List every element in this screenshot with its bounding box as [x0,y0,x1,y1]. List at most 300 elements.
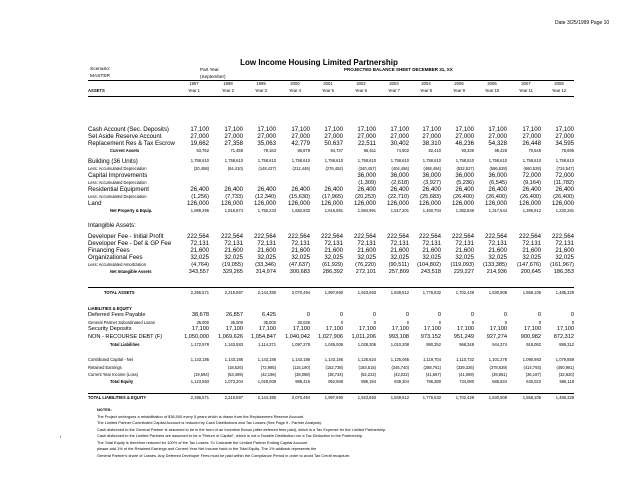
value-cell: 1,584,991 [357,208,376,213]
value-cell: 21,600 [390,247,409,254]
row-label: Net Property & Equip. [110,208,153,213]
value-cell: 54,328 [488,140,507,147]
value-cell: 1,125,624 [357,357,376,362]
calendar-year-cell: 2004 [421,81,431,86]
value-cell: 1,849,512 [390,290,409,295]
table-row [0,233,638,240]
value-cell: 1,758,610 [324,158,343,163]
value-cell: 42,779 [291,140,310,147]
value-cell: 21,600 [357,247,376,254]
date-page-label: Date 3/25/1999 Page 10 [555,20,610,26]
value-cell: 126,000 [484,200,507,207]
value-cell: 222,564 [386,233,409,240]
table-row [0,357,638,364]
value-cell: 72,131 [324,240,343,247]
value-cell: 36,000 [422,172,441,179]
value-cell: 1,143,186 [324,357,343,362]
value-cell: 27,000 [224,133,243,140]
year-label-cell: Year 10 [484,88,500,93]
value-cell: 1,220,281 [555,208,574,213]
value-cell: 0 [339,312,343,318]
value-cell: 993,108 [388,334,409,340]
year-label-cell: Year 6 [355,88,367,93]
row-label: Financing Fees [88,247,130,254]
value-cell: 286,392 [322,269,343,275]
value-cell: 126,000 [353,200,376,207]
value-cell: 126,000 [518,200,541,207]
value-cell: 1,125,065 [390,357,409,362]
value-cell: 46,236 [455,140,474,147]
value-cell: (414,793) [523,365,541,370]
value-cell: 222,564 [253,233,276,240]
value-cell: 21,600 [190,247,209,254]
value-cell: 895,194 [361,379,376,384]
value-cell: 72,131 [422,240,441,247]
value-cell: 1,114,371 [258,342,276,347]
row-label: Land [88,200,102,207]
value-cell: (26,400) [553,194,574,200]
value-cell: 0 [438,320,441,325]
value-cell: 20,036 [297,320,310,325]
value-cell: 66,611 [363,148,376,153]
value-cell: 72,131 [257,240,276,247]
value-cell: 686,534 [492,379,507,384]
value-cell: (532,527) [456,166,474,171]
value-cell: 1,485,329 [555,395,574,400]
value-cell: (9,164) [523,180,541,186]
value-cell: 17,100 [456,326,474,332]
value-cell: 32,025 [224,254,243,261]
value-cell: 1,027,906 [318,334,343,340]
calendar-year-cell: 2008 [554,81,564,86]
value-cell: 1,758,610 [357,158,376,163]
value-cell: 30,402 [390,140,409,147]
value-cell: (25,683) [420,194,441,200]
value-cell: (18,526) [227,365,243,370]
table-row [0,312,638,319]
value-cell: 126,000 [386,200,409,207]
value-cell: 50,637 [324,140,343,147]
value-cell: 27,000 [257,133,276,140]
value-cell: (84,410) [227,166,243,171]
row-label: TOTAL LIABILITIES & EQUITY [88,395,147,400]
value-cell: 17,100 [225,326,243,332]
value-cell: (4,764) [191,262,209,268]
value-cell: 229,227 [453,269,474,275]
row-label: Contributed Capital - Net [88,357,134,362]
value-cell: 1,750,243 [257,208,276,213]
value-cell: 2,296,571 [190,290,209,295]
row-label: Developer Fee - Initial Profit [88,233,164,240]
year-label-cell: Year 8 [420,88,432,93]
row-label: Building (36 Units) [88,158,138,165]
value-cell: 34,595 [555,140,574,147]
value-cell: 1,517,201 [390,208,409,213]
value-cell: 17,100 [556,326,574,332]
value-cell: (152,738) [325,365,343,370]
value-cell: 0 [504,320,507,325]
table-row [0,240,638,247]
table-row [0,172,638,179]
value-cell: (161,967) [550,262,574,268]
value-cell: 21,600 [455,247,474,254]
table-row [0,148,638,155]
row-label: Security Deposits [88,326,132,332]
scenario-label: Scenario: [90,67,111,72]
value-cell: 17,100 [324,126,343,133]
value-cell: (22,710) [388,194,409,200]
value-cell: (193,515) [358,365,376,370]
value-cell: (7,733) [225,194,243,200]
value-cell: (36,187) [525,372,541,377]
value-cell: 21,600 [257,247,276,254]
value-cell: (104,802) [417,262,441,268]
value-cell: 27,000 [357,133,376,140]
value-cell: 26,400 [422,186,441,193]
row-label: Less: Accumulated Amortization [88,262,147,267]
value-cell: 82,410 [428,148,441,153]
value-cell: (288,761) [423,365,441,370]
value-cell: 222,564 [287,233,310,240]
value-cell: (20,458) [193,166,209,171]
value-cell: 1,286,912 [522,208,541,213]
row-label: Set Aside Reserve Account [88,133,162,140]
value-cell: 786,380 [426,379,441,384]
value-cell: 918,082 [526,342,541,347]
value-cell: 35,000 [230,320,243,325]
value-cell: 1,758,610 [455,158,474,163]
value-cell: 1,758,610 [190,158,209,163]
value-cell: 126,000 [451,200,474,207]
note-line: General Partner's share of Losses. Any Deferred Developer Fees must be paid within the Compliance Period in order to avoid Tax Credit recapture. [97,452,351,458]
value-cell: (3,927) [423,180,441,186]
value-cell: 27,000 [190,133,209,140]
value-cell: 26,400 [522,186,541,193]
value-cell: 0 [373,320,376,325]
row-label: Less: Accumulated Depreciation [88,166,147,171]
value-cell: (72,985) [260,365,276,370]
value-cell: (1,309) [358,180,376,186]
value-cell: 90,336 [461,148,474,153]
value-cell: 32,025 [488,254,507,261]
note-line: The Limited Partner Contributed Capital Account is reduced by Cash Distributions and Tax Losses (See Page 9 - Partner Analysis). [97,420,323,426]
value-cell: 72,131 [291,240,310,247]
value-cell: 1,485,329 [555,290,574,295]
value-cell: 35,000 [263,320,276,325]
value-cell: 734,080 [459,379,474,384]
value-cell: 1,776,632 [422,395,441,400]
value-cell: 27,358 [224,140,243,147]
row-label: Replacement Res & Tax Escrow [88,140,175,147]
table-row [0,365,638,372]
value-cell: 6,425 [262,312,276,318]
value-cell: (41,089) [458,372,474,377]
value-cell: 1,163,583 [224,342,243,347]
value-cell: 26,400 [224,186,243,193]
row-label: Less: Accumulated Depreciation [88,180,147,185]
value-cell: 126,000 [418,200,441,207]
value-cell: (133,385) [483,262,507,268]
assets-heading: ASSETS [88,88,105,93]
value-cell: 17,100 [257,126,276,133]
value-cell: 1,045,006 [324,342,343,347]
row-label: Less: Accumulated Depreciation [88,194,147,199]
value-cell: 79,163 [263,148,276,153]
value-cell: 2,144,380 [257,290,276,295]
calendar-year-cell: 2003 [389,81,399,86]
value-cell: (32,820) [558,372,574,377]
value-cell: 0 [437,312,441,318]
value-cell: 222,564 [551,233,574,240]
value-cell: 17,100 [455,126,474,133]
value-cell: 0 [340,320,343,325]
value-cell: 126,000 [186,200,209,207]
year-label-cell: Year 11 [519,88,533,93]
row-label: General Partner Subordinated Loans [88,320,155,325]
table-row [0,140,638,147]
value-cell: (404,456) [391,166,409,171]
value-cell: (11,782) [553,180,574,186]
value-cell: 222,564 [220,233,243,240]
value-cell: 2,070,494 [291,290,310,295]
value-cell: 35,000 [196,320,209,325]
value-cell: 0 [405,312,409,318]
value-cell: 27,000 [555,133,574,140]
value-cell: 21,600 [291,247,310,254]
value-cell: 1,010,208 [390,342,409,347]
value-cell: 900,982 [520,334,541,340]
value-cell: (245,740) [391,365,409,370]
row-label: Intangible Assets: [88,222,136,229]
value-cell: 0 [306,312,310,318]
value-cell: (15,630) [289,194,310,200]
value-cell: 329,265 [222,269,243,275]
value-cell: 19,662 [190,140,209,147]
value-cell: 1,923,693 [357,395,376,400]
row-label: Total Liabilities [110,342,140,347]
value-cell: 222,564 [451,233,474,240]
table-row [0,262,638,269]
value-cell: 272,101 [355,269,376,275]
scenario-value: MASTER [90,74,110,79]
row-label: Organizational Fees [88,254,143,261]
row-label: Retained Earnings [88,365,122,370]
calendar-year-cell: 1998 [223,81,233,86]
value-cell: 2,219,597 [224,395,243,400]
value-cell: 0 [537,312,541,318]
value-cell: 21,600 [555,247,574,254]
table-row [0,158,638,165]
value-cell: 1,097,378 [291,342,310,347]
value-cell: 32,025 [324,254,343,261]
value-cell: 126,000 [287,200,310,207]
note-line: Cash disbursed to the Limited Partners are assumed to be a "Return of Capital", which is not a Taxable Distribution nor a Tax Deduction to the Partnership. [97,433,364,439]
value-cell: 1,054,847 [251,334,276,340]
table-row [0,372,638,379]
value-cell: 26,400 [324,186,343,193]
value-cell: 1,630,908 [488,290,507,295]
value-cell: 27,000 [324,133,343,140]
value-cell: 1,069,626 [218,334,243,340]
value-cell: 22,511 [357,140,376,147]
value-cell: 17,100 [523,326,541,332]
value-cell: (41,567) [425,372,441,377]
value-cell: 26,857 [225,312,243,318]
notes-section [97,407,386,459]
value-cell: 1,317,544 [488,208,507,213]
calendar-year-cell: 1999 [256,81,266,86]
value-cell: 0 [470,312,474,318]
year-label-cell: Year 4 [289,88,301,93]
value-cell: 21,600 [324,247,343,254]
row-label: NON - RECOURSE DEBT (F) [88,334,163,340]
value-cell: 17,100 [258,326,276,332]
value-cell: 0 [406,320,409,325]
value-cell: 32,025 [390,254,409,261]
value-cell: (5,236) [456,180,474,186]
value-cell: 1,758,610 [224,158,243,163]
value-cell: 1,011,206 [351,334,376,340]
part-year-label: Part Year [200,67,219,72]
value-cell: 1,123,593 [190,379,209,384]
value-cell: 27,000 [422,133,441,140]
table-row [0,186,638,193]
value-cell: 1,028,009 [257,379,276,384]
value-cell: 1,119,704 [423,357,441,362]
row-label: Current Assets [110,148,140,153]
value-cell: 0 [471,320,474,325]
value-cell: 872,312 [553,334,574,340]
value-cell: 1,558,105 [522,395,541,400]
value-cell: 1,997,690 [324,290,343,295]
value-cell: 0 [503,312,507,318]
value-cell: (43,022) [393,372,409,377]
value-cell: 72,131 [455,240,474,247]
value-cell: 35,063 [257,140,276,147]
value-cell: 1,889,296 [190,208,209,213]
value-cell: 222,564 [320,233,343,240]
note-line: Cash disbursed to the General Partner is assumed to be in the form of an Incentive Bonus (after deferred fees paid), which is a Tax Expense for the Limited Partnership. [97,426,387,432]
value-cell: 257,809 [388,269,409,275]
value-cell: 21,600 [422,247,441,254]
value-cell: 72,131 [390,240,409,247]
value-cell: (212,446) [292,166,310,171]
value-cell: 222,564 [186,233,209,240]
value-cell: 968,349 [459,342,474,347]
value-cell: 26,400 [455,186,474,193]
value-cell: 126,000 [551,200,574,207]
value-cell: 32,025 [555,254,574,261]
value-cell: 1,143,186 [224,357,243,362]
calendar-year-cell: 2000 [290,81,300,86]
value-cell: 2,219,597 [224,290,243,295]
table-row [0,326,638,333]
value-cell: (90,511) [388,262,409,268]
projected-balance-sheet-heading: PROJECTED BALANCE SHEET DECEMBER 31, XX [344,67,453,72]
year-label-cell: Year 1 [188,88,200,93]
header-bottom-rule [88,96,574,97]
value-cell: 1,758,610 [257,158,276,163]
year-label-cell: Year 3 [255,88,267,93]
value-cell: (17,965) [322,194,343,200]
value-cell: 36,000 [488,172,507,179]
value-cell: 222,564 [518,233,541,240]
value-cell: 17,100 [522,126,541,133]
calendar-year-cell: 2002 [356,81,366,86]
value-cell: 38,678 [191,312,209,318]
note-marker: I [60,434,62,439]
table-row [0,126,638,133]
note-line: please add 1% of the Retained Earnings and Current Year Net Income back to the Total Equity. The 1% addback represents the [97,446,317,452]
value-cell: 27,000 [455,133,474,140]
value-cell: 21,600 [488,247,507,254]
value-cell: (19,594) [193,372,209,377]
table-row [0,133,638,140]
value-cell: (42,196) [260,372,276,377]
value-cell: 72,131 [224,240,243,247]
value-cell: 1,758,610 [390,158,409,163]
value-cell: 72,000 [555,172,574,179]
value-cell: 17,100 [489,326,507,332]
value-cell: (119,093) [450,262,474,268]
value-cell: (38,734) [327,372,343,377]
year-label-cell: Year 12 [551,88,567,93]
value-cell: (276,452) [325,166,343,171]
year-labels-row [0,88,638,95]
value-cell: 243,518 [420,269,441,275]
row-label: LIABILITIES & EQUITY [88,306,132,311]
value-cell: 26,400 [190,186,209,193]
value-cell: (2,618) [391,180,409,186]
value-cell: 990,252 [426,342,441,347]
value-cell: 222,564 [353,233,376,240]
year-label-cell: Year 7 [388,88,400,93]
value-cell: (19,055) [222,262,243,268]
value-cell: 1,758,610 [522,158,541,163]
note-line: The Total Equity is therefore reduced for 100% of the Tax Losses. To Calculate the Limited Partner Ending Capital Account [97,439,308,445]
value-cell: 17,100 [358,326,376,332]
value-cell: 17,100 [224,126,243,133]
value-cell: 126,000 [220,200,243,207]
value-cell: 38,310 [422,140,441,147]
value-cell: 32,025 [190,254,209,261]
value-cell: 640,023 [526,379,541,384]
value-cell: 27,000 [291,133,310,140]
value-cell: 74,502 [396,148,409,153]
value-cell: 32,025 [257,254,276,261]
table-row [0,254,638,261]
value-cell: (12,340) [255,194,276,200]
value-cell: 343,557 [188,269,209,275]
value-cell: 0 [570,312,574,318]
value-cell: 26,400 [257,186,276,193]
table-row [0,269,638,276]
value-cell: (339,326) [456,365,474,370]
value-cell: 17,100 [291,126,310,133]
value-cell: 1,758,610 [488,158,507,163]
calendar-year-cell: 2005 [454,81,464,86]
row-label: Cash Account (Sec. Deposits) [88,126,169,133]
value-cell: (47,637) [289,262,310,268]
value-cell: 32,025 [522,254,541,261]
calendar-years-row [0,81,638,88]
value-cell: 126,000 [320,200,343,207]
value-cell: 1,923,693 [357,290,376,295]
value-cell: 1,758,610 [291,158,310,163]
value-cell: (61,929) [322,262,343,268]
value-cell: 72,131 [522,240,541,247]
value-cell: 1,090,983 [522,357,541,362]
